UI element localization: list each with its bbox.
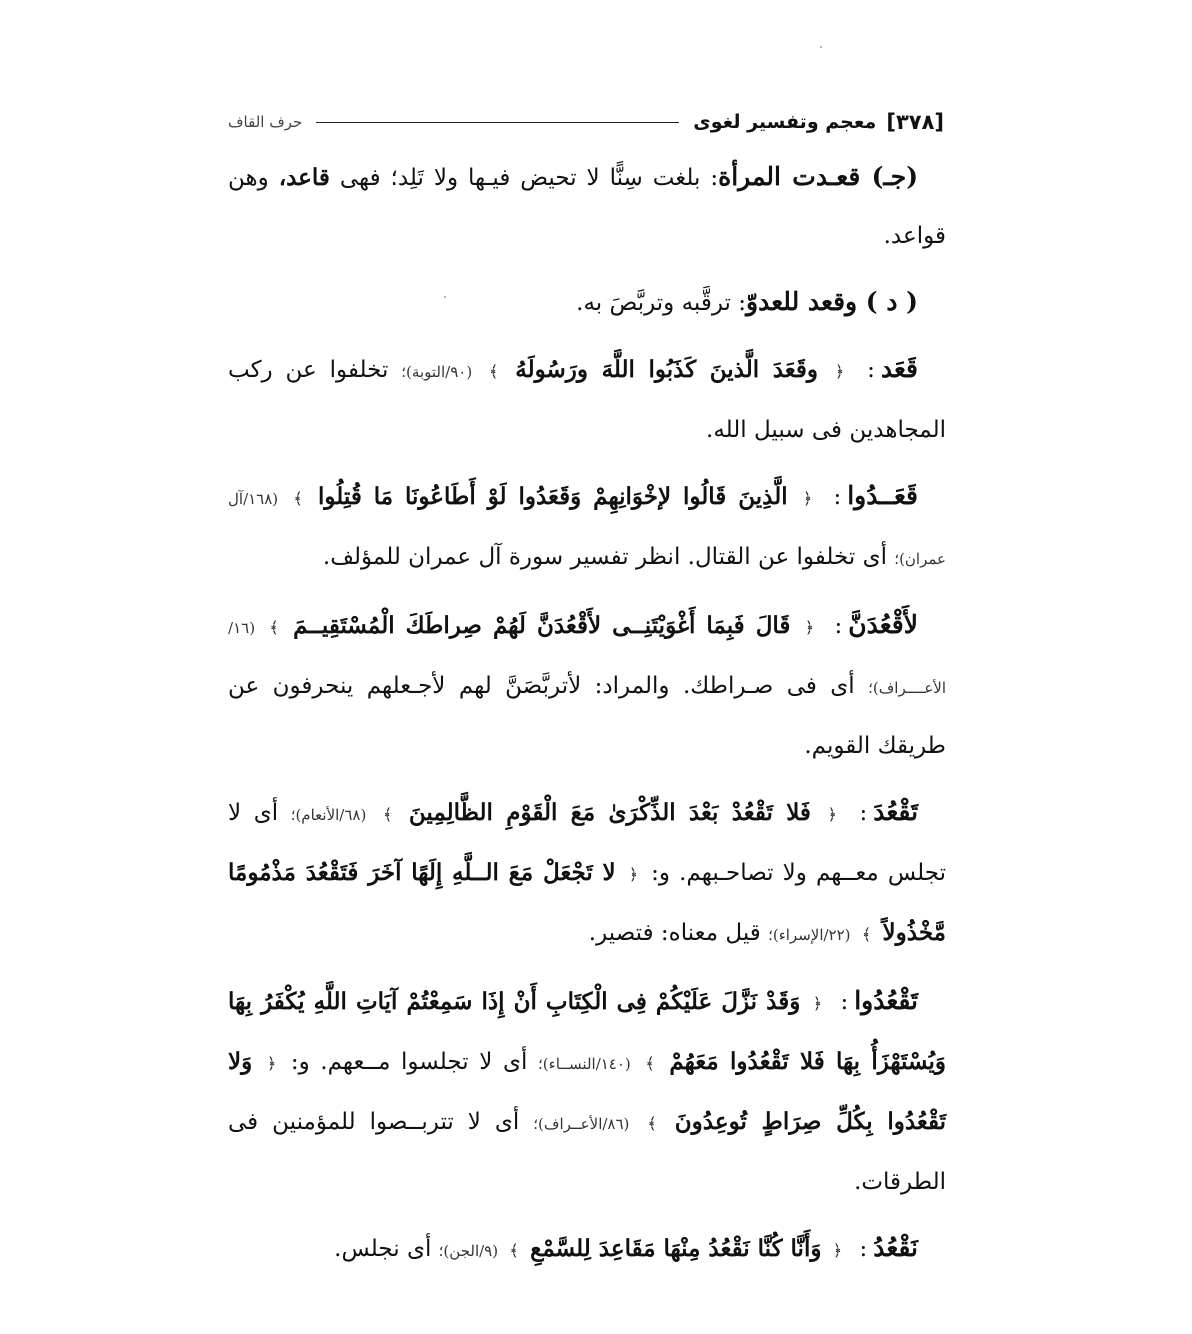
headword: نَقْعُدُ [873, 1233, 918, 1262]
definition-text: أى تخلفوا عن القتال. انظر تفسير سورة آل عمران للمؤلف. [322, 544, 887, 570]
quran-verse: الَّذِينَ قَالُوا لإخْوَانِهِمْ وَقَعَدُوا لَوْ أَطَاعُونَا مَا قُتِلُوا [318, 483, 788, 510]
quran-verse: وَقَدْ نَزَّلَ عَلَيْكُمْ فِى الْكِتَابِ أَنْ إِذَا سَمِعْتُمْ آيَاتِ اللَّهِ يُكْفَرُ بِهَا وَيُسْتَهْزَأُ بِهَا فَلا تَقْعُدُوا مَعَهُمْ [228, 988, 947, 1075]
definition-text: أى لا تجلس معــهم ولا تصاحـبهم. و: [228, 800, 947, 886]
ornament-close-icon: ﴾ [382, 805, 393, 824]
definition-text: وهن قواعد. [228, 165, 946, 249]
headword: قَعَــدُوا [847, 481, 919, 510]
ornament-open-icon: ﴿ [628, 865, 639, 884]
ornament-close-icon: ﴾ [293, 489, 303, 508]
ornament-open-icon: ﴿ [832, 1241, 843, 1260]
headword: (جـ) قعـدت المرأة [718, 162, 919, 191]
section-title: حرف القاف [228, 113, 303, 131]
scan-speck [820, 46, 822, 48]
ornament-close-icon: ﴾ [489, 362, 499, 381]
headword: قَعَد [880, 354, 918, 383]
entry: تَقْعُدُوا: ﴿ وَقَدْ نَزَّلَ عَلَيْكُمْ فِى الْكِتَابِ أَنْ إِذَا سَمِعْتُمْ آيَاتِ اللَّهِ يُكْفَرُ بِهَا وَيُسْتَهْزَأُ بِهَا فَلا تَقْعُدُوا مَعَهُمْ ﴾ (١٤٠/النســاء)؛ أى لا تجلسوا مــعهم. و: ﴿ وَلا تَقْعُدُوا بِكُلِّ صِرَاطٍ تُوعِدُونَ ﴾ (٨٦/الأعــراف)؛ أى لا تتربــصوا للمؤمنين فى الطرقات. [228, 986, 947, 1195]
verse-reference: (٩٠/التوبة)؛ [401, 363, 473, 381]
ornament-open-icon: ﴿ [266, 1054, 277, 1073]
ornament-close-icon: ﴾ [269, 618, 279, 637]
entry: تَقْعُدَ: ﴿ فَلا تَقْعُدْ بَعْدَ الذِّكْرَىٰ مَعَ الْقَوْمِ الظَّالِمِينَ ﴾ (٦٨/الأنعام)؛ أى لا تجلس معــهم ولا تصاحـبهم. و: ﴿ لا تَجْعَلْ مَعَ الــلَّهِ إِلَهًا آخَرَ فَتَقْعُدَ مَذْمُومًا مَّخْذُولاً ﴾ (٢٢/الإسراء)؛ قيل معناه: فتصير. [228, 797, 947, 946]
definition-text: قيل معناه: فتصير. [588, 920, 761, 946]
header-rule [316, 122, 679, 123]
verse-reference: (١٦٨/آل عمران)؛ [228, 490, 946, 568]
quran-verse: لا تَجْعَلْ مَعَ الــلَّهِ إِلَهًا آخَرَ فَتَقْعُدَ مَذْمُومًا مَّخْذُولاً [228, 859, 946, 946]
definition-text: أى نجلس. [334, 1236, 432, 1262]
quran-verse: وقَعَدَ الَّذينَ كَذَبُوا اللَّهَ ورَسُولَهُ [515, 356, 818, 383]
verse-reference: (١٤٠/النســاء)؛ [538, 1055, 631, 1073]
page-header [228, 104, 944, 140]
definition-text: بلغت سِنًّا لا تحيض فيـها ولا تَلِد؛ فهى [339, 165, 701, 191]
verse-reference: (٩/الجن)؛ [438, 1242, 499, 1260]
ornament-open-icon: ﴿ [812, 994, 823, 1013]
ornament-close-icon: ﴾ [645, 1054, 655, 1073]
verse-reference: (٨٦/الأعــراف)؛ [533, 1115, 630, 1133]
definition-text: أى لا تجلسوا مــعهم. و: [290, 1049, 528, 1075]
entry: ( د ) وقعد للعدوّ: ترقَّبه وتربَّصَ به. [576, 287, 918, 316]
entry: لأَقْعُدَنَّ: ﴿ قَالَ فَبِمَا أَغْوَيْتَنِــى لأَقْعُدَنَّ لَهُمْ صِراطَكَ الْمُسْتَقِيــمَ ﴾ (١٦/الأعــــراف)؛ أى فى صـراطك. والمراد: لأتربَّصَنَّ لهم لأجـعلهم ينحرفون عن طريقك القويم. [228, 610, 946, 759]
verse-reference: (٢٢/الإسراء)؛ [768, 926, 851, 944]
definition-text: ترقَّبه وتربَّصَ به. [576, 290, 731, 316]
definition-text: أى فى صـراطك. والمراد: لأتربَّصَنَّ لهم لأجـعلهم ينحرفون عن طريقك القويم. [228, 673, 946, 759]
entry: نَقْعُدُ: ﴿ وَأَنَّا كُنَّا نَقْعُدُ مِنْهَا مَقَاعِدَ لِلسَّمْعِ ﴾ (٩/الجن)؛ أى نجلس. [334, 1233, 918, 1262]
definition-bold: قاعد، [278, 164, 330, 191]
entry: (جـ) قعـدت المرأة: بلغت سِنًّا لا تحيض فيـها ولا تَلِد؛ فهى قاعد، وهن قواعد. [228, 162, 946, 249]
verse-reference: (٦٨/الأنعام)؛ [290, 806, 367, 824]
definition-text: تخلفوا عن ركب المجاهدين فى سبيل الله. [228, 357, 946, 443]
page-number: [٣٧٨] [886, 110, 944, 134]
verse-reference: (١٦/الأعــــراف)؛ [228, 619, 946, 697]
entry: قَعَــدُوا: ﴿ الَّذِينَ قَالُوا لإخْوَانِهِمْ وَقَعَدُوا لَوْ أَطَاعُونَا مَا قُتِلُوا ﴾ (١٦٨/آل عمران)؛ أى تخلفوا عن القتال. انظر تفسير سورة آل عمران للمؤلف. [228, 481, 946, 570]
dictionary-body [228, 148, 946, 1280]
headword: تَقْعُدُوا [854, 986, 918, 1015]
ornament-open-icon: ﴿ [827, 805, 837, 824]
quran-verse: قَالَ فَبِمَا أَغْوَيْتَنِــى لأَقْعُدَنَّ لَهُمْ صِراطَكَ الْمُسْتَقِيــمَ [293, 612, 791, 639]
headword: لأَقْعُدَنَّ [848, 610, 918, 639]
ornament-close-icon: ﴾ [509, 1241, 519, 1260]
entry: قَعَد: ﴿ وقَعَدَ الَّذينَ كَذَبُوا اللَّهَ ورَسُولَهُ ﴾ (٩٠/التوبة)؛ تخلفوا عن ركب المجاهدين فى سبيل الله. [228, 354, 946, 443]
ornament-open-icon: ﴿ [802, 489, 813, 508]
quran-verse: وَأَنَّا كُنَّا نَقْعُدُ مِنْهَا مَقَاعِدَ لِلسَّمْعِ [530, 1235, 822, 1262]
quran-verse: فَلا تَقْعُدْ بَعْدَ الذِّكْرَىٰ مَعَ الْقَوْمِ الظَّالِمِينَ [408, 799, 811, 826]
definition-text: أى لا تتربــصوا للمؤمنين فى الطرقات. [228, 1109, 946, 1195]
ornament-open-icon: ﴿ [804, 618, 815, 637]
headword: ( د ) وقعد للعدوّ [746, 287, 918, 316]
ornament-close-icon: ﴾ [647, 1114, 657, 1133]
headword: تَقْعُدَ [873, 797, 919, 826]
quran-verse: وَلا تَقْعُدُوا بِكُلِّ صِرَاطٍ تُوعِدُونَ [228, 1048, 947, 1135]
ornament-open-icon: ﴿ [834, 362, 845, 381]
book-title: معجم وتفسير لغوى [693, 111, 877, 133]
ornament-close-icon: ﴾ [861, 925, 872, 944]
